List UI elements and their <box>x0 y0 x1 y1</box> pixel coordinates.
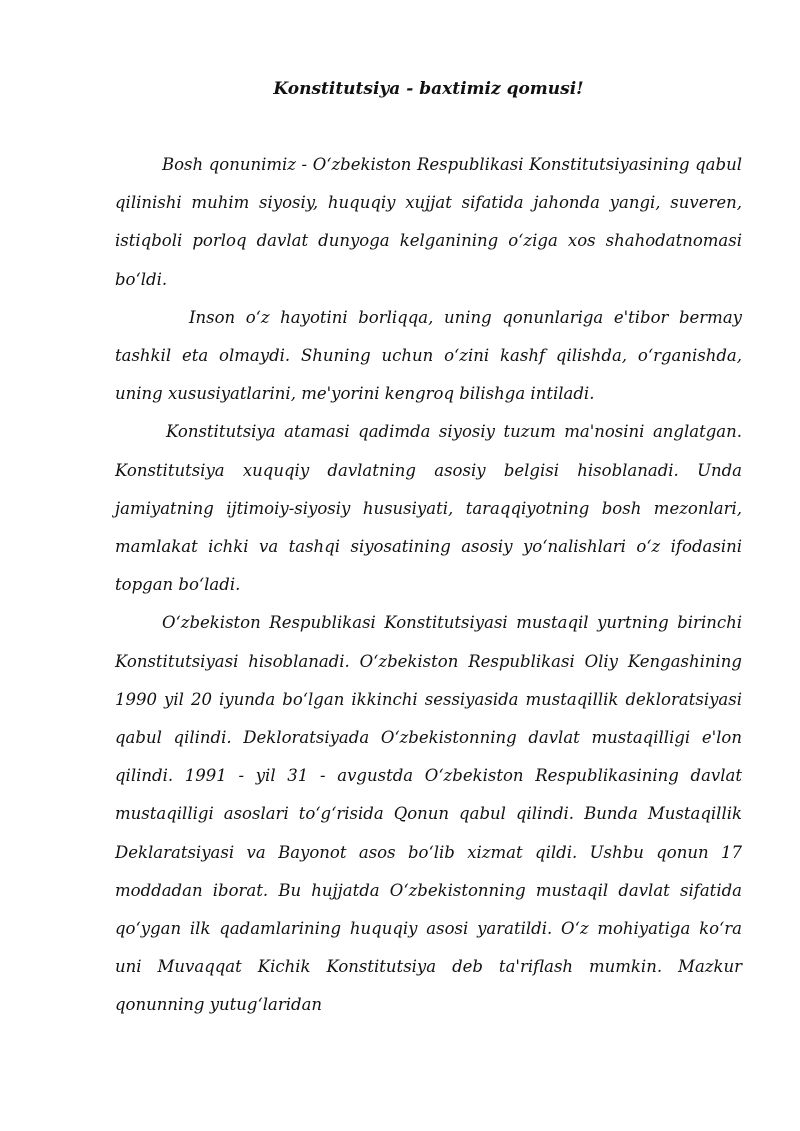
paragraph: Konstitutsiya atamasi qadimda siyosiy tuzum ma'nosini anglatgan. Konstitutsiya xuquqiy davlatning asosiy belgisi hisoblanadi. Unda jamiyatning ijtimoiy-siyosiy hususiyati, taraqqiyotning bosh mezonlari, mamlakat ichki va tashqi siyosatining asosiy yo‘nalishlari o‘z ifodasini topgan bo‘ladi. <box>115 422 742 595</box>
paragraph: O‘zbekiston Respublikasi Konstitutsiyasi mustaqil yurtning birinchi Konstitutsiyasi hisoblanadi. O‘zbekiston Respublikasi Oliy Kengashining 1990 yil 20 iyunda bo‘lgan ikkinchi sessiyasida mustaqillik dekloratsiyasi qabul qilindi. Dekloratsiyada O‘zbekistonning davlat mustaqilligi e'lon qilindi. 1991 - yil 31 - avgustda O‘zbekiston Respublikasining davlat mustaqilligi asoslari to‘g‘risida Qonun qabul qilindi. Bunda Mustaqillik Deklaratsiyasi va Bayonot asos bo‘lib xizmat qildi. Ushbu qonun 17 moddadan iborat. Bu hujjatda O‘zbekistonning mustaqil davlat sifatida qo‘ygan ilk qadamlarining huquqiy asosi yaratildi. O‘z mohiyatiga ko‘ra uni Muvaqqat Kichik Konstitutsiya deb ta'riflash mumkin. Mazkur qonunning yutug‘laridan <box>115 613 742 1015</box>
document-page <box>115 0 742 1131</box>
paragraph: Bosh qonunimiz - O‘zbekiston Respublikasi Konstitutsiyasining qabul qilinishi muhim siyosiy, huquqiy xujjat sifatida jahonda yangi, suveren, istiqboli porloq davlat dunyoga kelganining o‘ziga xos shahodatnomasi bo‘ldi. <box>115 155 742 289</box>
document-title: Konstitutsiya - baxtimiz qomusi! <box>273 79 584 99</box>
paragraph: Inson o‘z hayotini borliqqa, uning qonunlariga e'tibor bermay tashkil eta olmaydi. Shuning uchun o‘zini kashf qilishda, o‘rganishda, uning xususiyatlarini, me'yorini kengroq bilishga intiladi. <box>115 307 742 404</box>
document-body <box>115 146 742 1025</box>
